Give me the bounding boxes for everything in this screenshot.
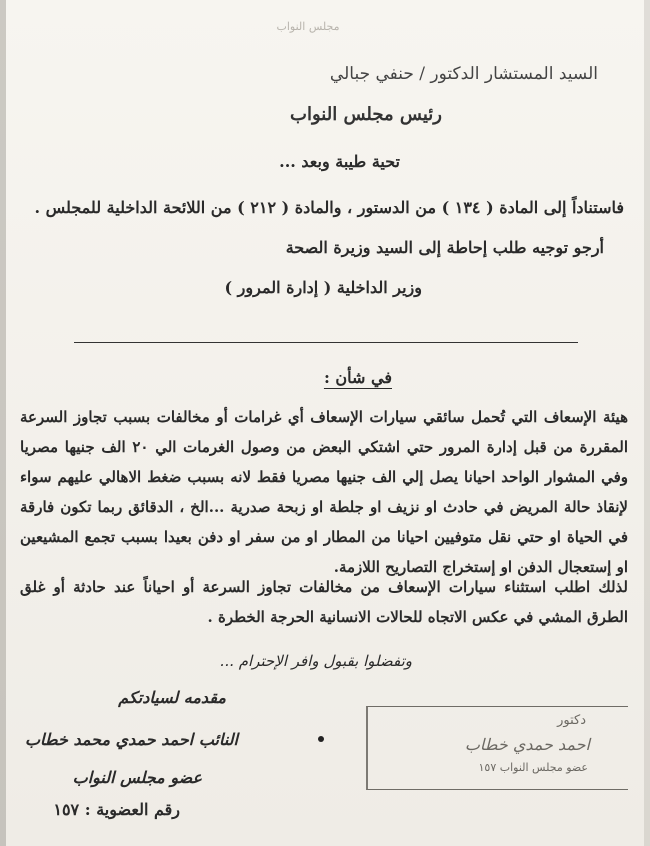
bullet-dot <box>318 736 324 742</box>
signature-name: النائب احمد حمدي محمد خطاب <box>24 730 238 749</box>
signature-title: عضو مجلس النواب <box>72 768 202 787</box>
request-line: أرجو توجيه طلب إحاطة إلى السيد وزيرة الصحة <box>285 238 604 257</box>
recipient-name: السيد المستشار الدكتور / حنفي جبالي <box>329 64 598 84</box>
membership-number: رقم العضوية : ١٥٧ <box>53 800 180 819</box>
signature-submitted-by: مقدمه لسيادتكم <box>118 688 226 707</box>
legal-reference-line: فاستناداً إلى المادة ( ١٣٤ ) من الدستور ، والمادة ( ٢١٢ ) من اللائحة الداخلية للمجلس . <box>34 198 624 217</box>
subject-heading: في شأن : <box>323 368 392 387</box>
body-paragraph-2: لذلك اطلب استثناء سيارات الإسعاف من مخالفات تجاوز السرعة أو احياناً عند حادثة أو غلق الطرق المشي في عكس الاتجاه للحالات الانسانية الحرجة الخطرة . <box>20 578 628 626</box>
stamp-title: دكتور <box>557 713 586 728</box>
stamp-name: احمد حمدي خطاب <box>464 735 590 754</box>
body-paragraph-1: هيئة الإسعاف التي تُحمل سائقي سيارات الإسعاف أي غرامات أو مخالفات بسبب تجاوز السرعة المقررة من قبل إدارة المرور حتي اشتكي البعض من وصول الغرمات الي ٢٠ الف جنيها مصريا وفي المشوار الواحد احيانا يصل إلي الف جنيها مصريا فقط لانه بسبب ضغط الاهالي عليهم سواء لإنقاذ حالة المريض في حادث او نزيف او جلطة او زبحة صدرية ...الخ ، الدقائق ربما تكون فارقة في الحياة او حتي نقل متوفيين احيانا من المطار او من سفر او دفن بعيدا بسبب تجمع المشيعين او إستعجال الدفن او إستخراج التصاريح اللازمة. <box>20 408 628 576</box>
recipient-role: رئيس مجلس النواب <box>290 104 442 125</box>
stamp-membership: عضو مجلس النواب ١٥٧ <box>478 761 588 774</box>
official-stamp <box>366 706 628 790</box>
page-shadow-left <box>0 0 6 846</box>
faint-header-stamp: مجلس النواب <box>276 20 340 33</box>
closing-line: وتفضلوا بقبول وافر الإحترام ... <box>219 652 412 670</box>
page-shadow-right <box>644 0 650 846</box>
divider-rule <box>74 342 578 343</box>
ministry-line: وزير الداخلية ( إدارة المرور ) <box>224 278 422 297</box>
greeting: تحية طيبة وبعد ... <box>279 152 400 171</box>
